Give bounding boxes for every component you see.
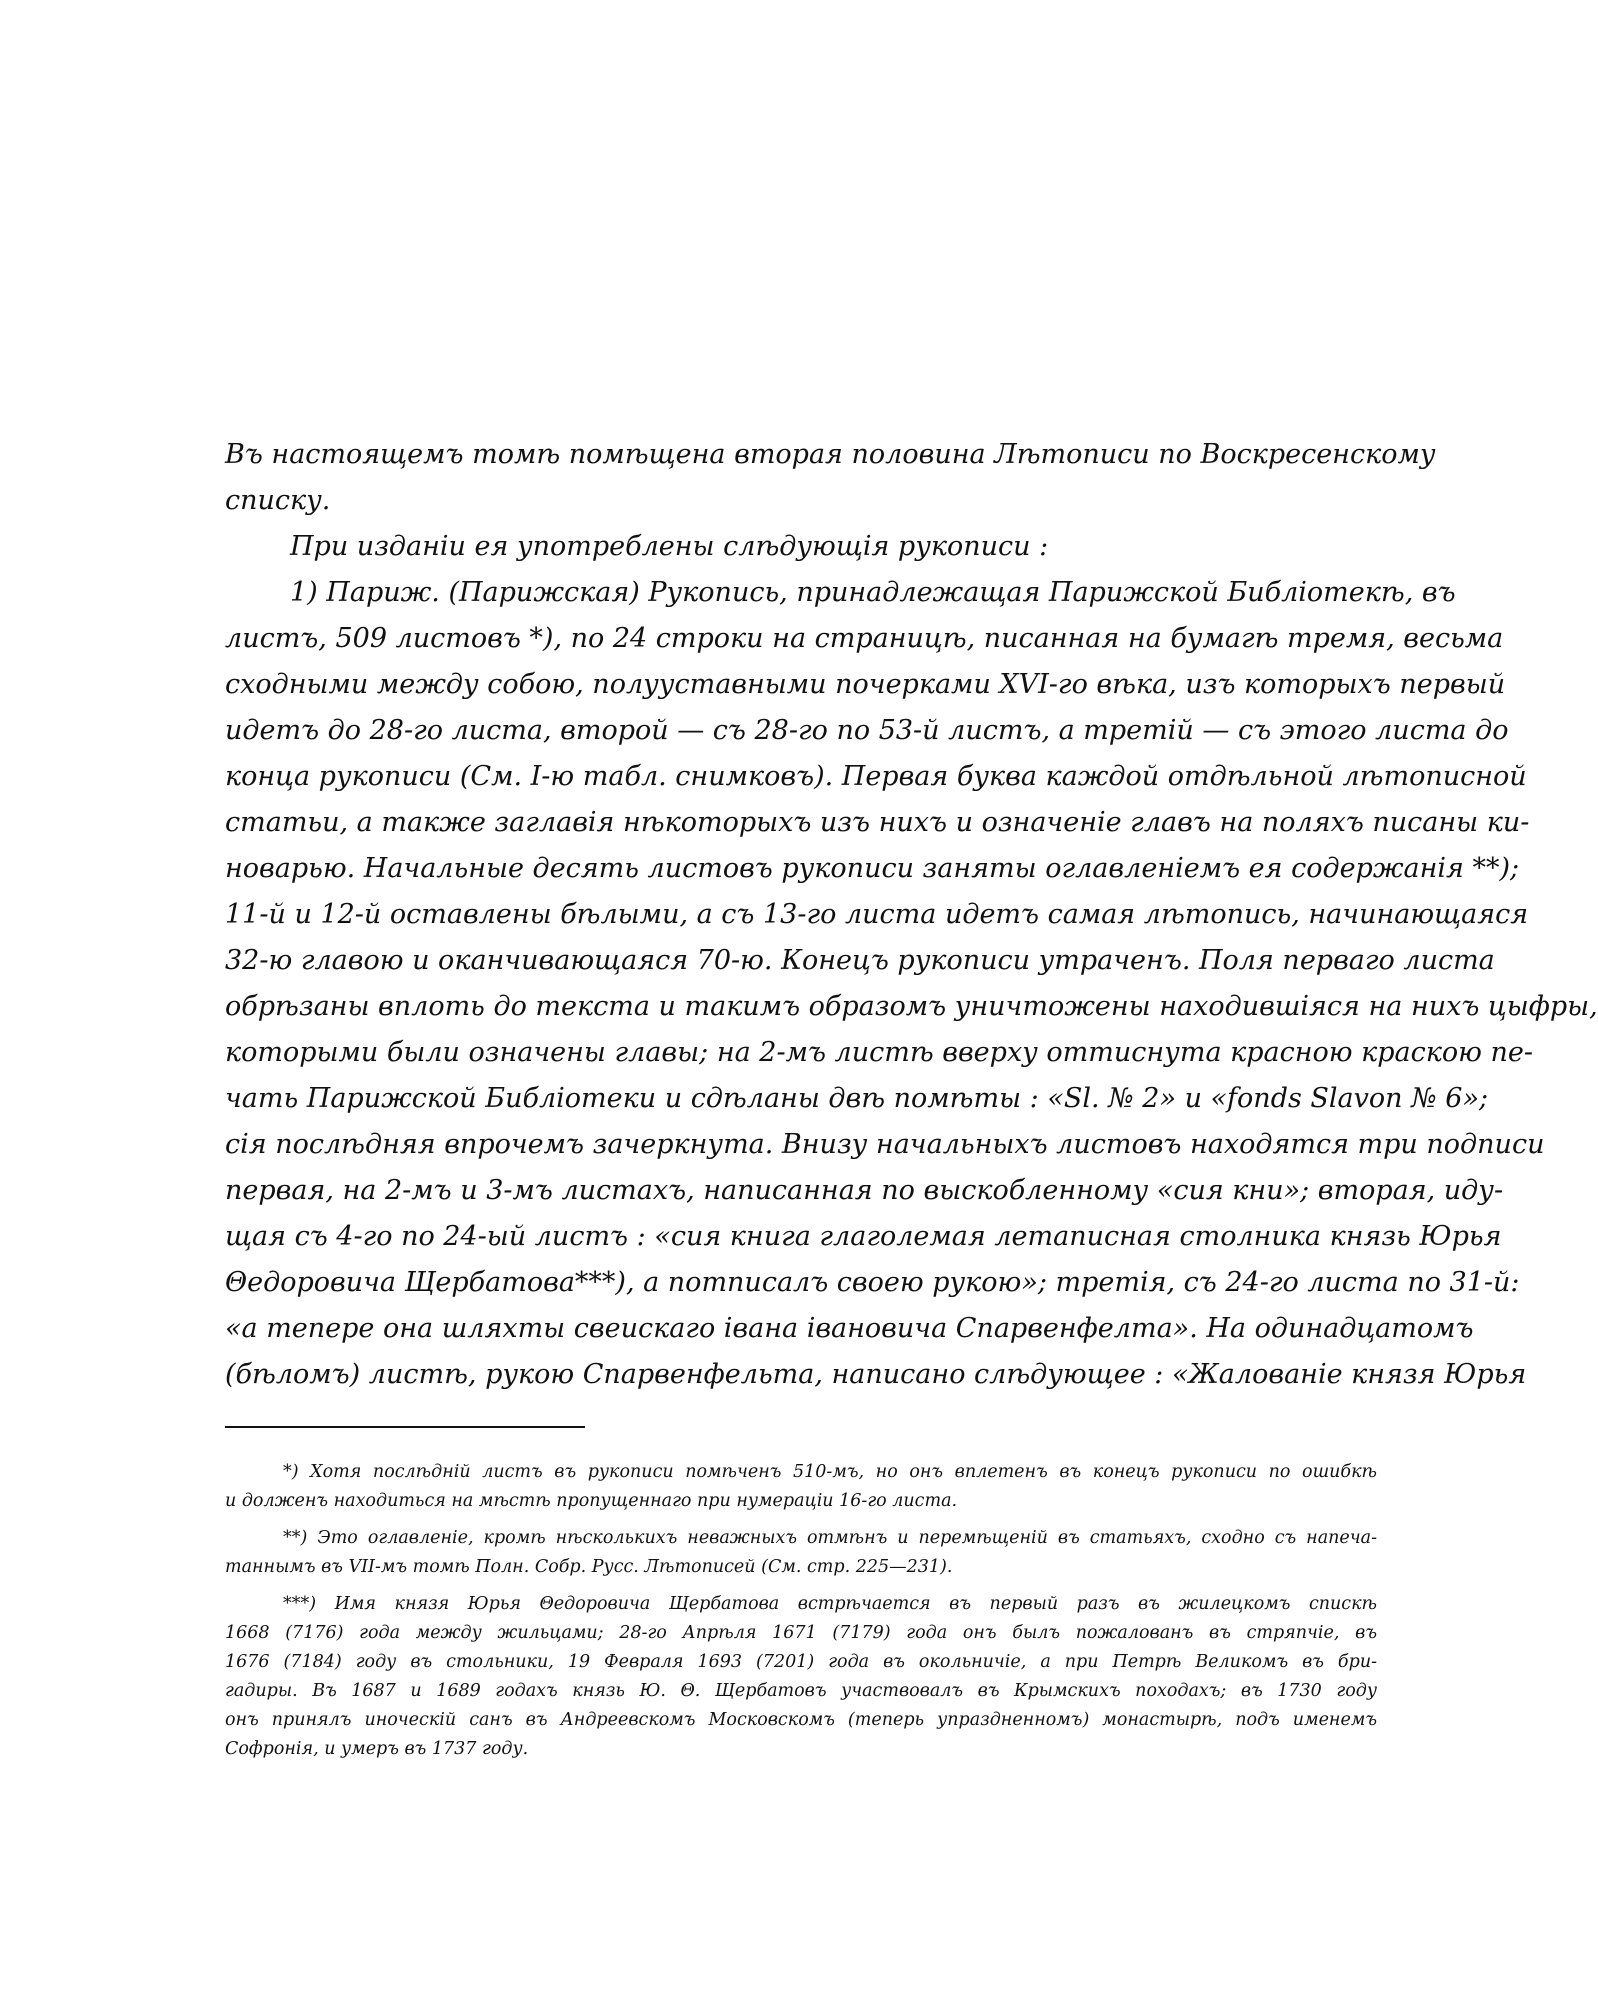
footnote-3	[225, 1590, 1377, 1764]
text-line: списку.	[225, 485, 331, 516]
text-line: Θедоровича Щербатова***), а потписалъ своею рукою»; третія, съ 24-го листа по 31-й:	[225, 1267, 1520, 1298]
text-line: «а тепере она шляхты свеискаго івана івановича Спарвенфелта». На одинадцатомъ	[225, 1313, 1474, 1344]
footnote-line: Софронія, и умеръ въ 1737 году.	[225, 1739, 529, 1759]
text-line: новарью. Начальные десять листовъ рукописи заняты оглавленіемъ ея содержанія **);	[225, 853, 1520, 884]
footnote-line: и долженъ находиться на мѣстѣ пропущеннаго при нумераціи 16-го листа.	[225, 1491, 958, 1511]
footnote-line: таннымъ въ VII-мъ томѣ Полн. Собр. Русс. Лѣтописей (См. стр. 225—231).	[225, 1557, 953, 1577]
text-line: идетъ до 28-го листа, второй — съ 28-го по 53-й листъ, а третій — съ этого листа до	[225, 715, 1509, 746]
footnote-line: 1668 (7176) года между жильцами; 28-го Апрѣля 1671 (7179) года онъ былъ пожалованъ въ стряпчіе, въ	[225, 1623, 1377, 1643]
footnote-line: *) Хотя послѣдній листъ въ рукописи помѣченъ 510-мъ, но онъ вплетенъ въ конецъ рукописи по ошибкѣ	[283, 1462, 1377, 1482]
footnote-separator	[225, 1426, 585, 1428]
text-line: щая съ 4-го по 24-ый листъ : «сия книга глаголемая летаписная столника князь Юрья	[225, 1221, 1502, 1252]
footnotes	[225, 1458, 1377, 1764]
text-line: которыми были означены главы; на 2-мъ листѣ вверху оттиснута красною краскою пе-	[225, 1037, 1533, 1068]
text-line: 1) Париж. (Парижская) Рукопись, принадлежащая Парижской Библіотекѣ, въ	[290, 577, 1456, 608]
text-line: При изданіи ея употреблены слѣдующія рукописи :	[290, 531, 1049, 562]
footnote-line: ***) Имя князя Юрья Θедоровича Щербатова встрѣчается въ первый разъ въ жилецкомъ спискѣ	[283, 1594, 1377, 1614]
text-line: чать Парижской Библіотеки и сдѣланы двѣ помѣты : «Sl. № 2» и «fonds Slavon № 6»;	[225, 1083, 1489, 1114]
text-line: 11-й и 12-й оставлены бѣлыми, а съ 13-го листа идетъ самая лѣтопись, начинающаяся	[225, 899, 1529, 930]
text-line: листъ, 509 листовъ *), по 24 строки на страницѣ, писанная на бумагѣ тремя, весьма	[225, 623, 1504, 654]
text-line: (бѣломъ) листѣ, рукою Спарвенфельта, написано слѣдующее : «Жалованіе князя Юрья	[225, 1359, 1527, 1390]
text-line: статьи, а также заглавія нѣкоторыхъ изъ нихъ и означеніе главъ на поляхъ писаны ки-	[225, 807, 1530, 838]
text-line: обрѣзаны вплоть до текста и такимъ образомъ уничтожены находившіяся на нихъ цыфры,	[225, 991, 1598, 1022]
text-line: конца рукописи (См. I-ю табл. снимковъ). Первая буква каждой отдѣльной лѣтописной	[225, 761, 1527, 792]
main-paragraph	[225, 432, 1598, 1398]
text-line: сходными между собою, полууставными почерками XVI-го вѣка, изъ которыхъ первый	[225, 669, 1506, 700]
footnote-line: гадиры. Въ 1687 и 1689 годахъ князь Ю. Θ. Щербатовъ участвовалъ въ Крымскихъ походахъ; въ 1730 году	[225, 1681, 1377, 1701]
text-line: первая, на 2-мъ и 3-мъ листахъ, написанная по выскобленному «сия кни»; вторая, иду-	[225, 1175, 1504, 1206]
footnote-2	[225, 1524, 1377, 1582]
footnote-line: онъ принялъ иноческій санъ въ Андреевскомъ Московскомъ (теперь упраздненномъ) монастырѣ, подъ именемъ	[225, 1710, 1377, 1730]
footnote-line: **) Это оглавленіе, кромѣ нѣсколькихъ неважныхъ отмѣнъ и перемѣщеній въ статьяхъ, сходно съ напеча-	[283, 1528, 1377, 1548]
footnote-1	[225, 1458, 1377, 1516]
text-line: 32-ю главою и оканчивающаяся 70-ю. Конецъ рукописи утраченъ. Поля перваго листа	[225, 945, 1495, 976]
text-line: сія послѣдняя впрочемъ зачеркнута. Внизу начальныхъ листовъ находятся три подписи	[225, 1129, 1545, 1160]
footnote-line: 1676 (7184) году въ стольники, 19 Февраля 1693 (7201) года въ окольничіе, а при Петрѣ Великомъ въ бри-	[225, 1652, 1377, 1672]
text-line: Въ настоящемъ томѣ помѣщена вторая половина Лѣтописи по Воскресенскому	[225, 439, 1436, 470]
